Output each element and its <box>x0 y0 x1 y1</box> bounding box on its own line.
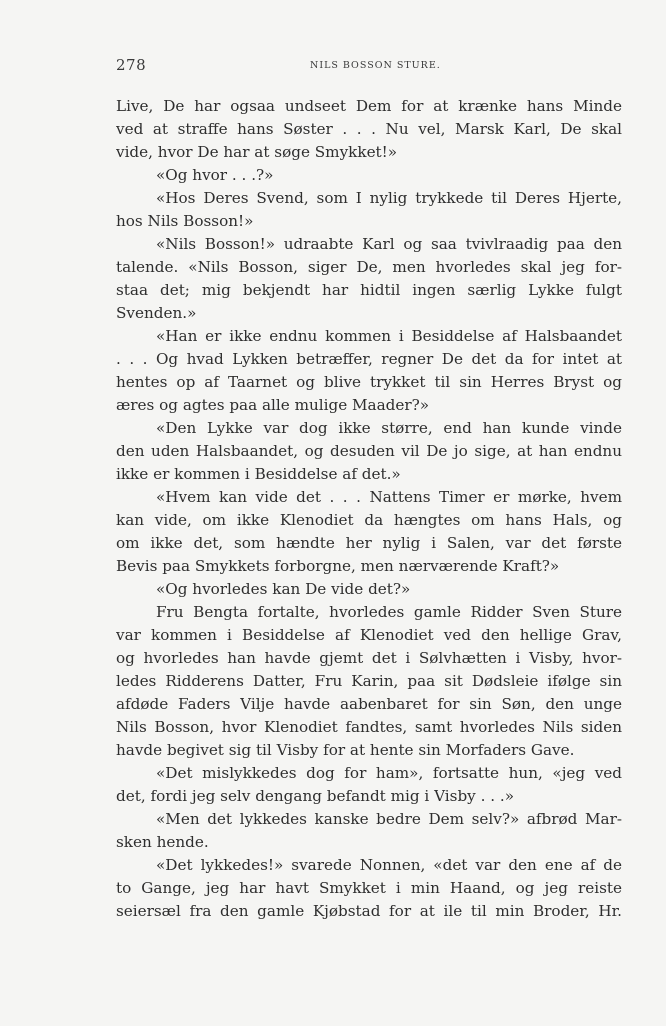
text-line: «Den Lykke var dog ikke større, end han kunde vinde <box>156 419 622 437</box>
text-line: Bevis paa Smykkets forborgne, men nærværende Kraft?» <box>116 557 560 575</box>
text-line: den uden Halsbaandet, og desuden vil De jo sige, at han endnu <box>116 442 622 460</box>
text-line: «Han er ikke endnu kommen i Besiddelse af Halsbaandet <box>156 327 622 345</box>
text-line: om ikke det, som hændte her nylig i Salen, var det første <box>116 534 622 552</box>
text-line: vide, hvor De har at søge Smykket!» <box>116 143 398 161</box>
text-line: havde begivet sig til Visby for at hente sin Morfaders Gave. <box>116 741 575 759</box>
text-line: seiersæl fra den gamle Kjøbstad for at ile til min Broder, Hr. <box>116 902 622 920</box>
text-line: . . . Og hvad Lykken betræffer, regner De det da for intet at <box>116 350 622 368</box>
text-line: «Hos Deres Svend, som I nylig trykkede til Deres Hjerte, <box>156 189 622 207</box>
text-line: «Og hvor . . .?» <box>156 166 274 184</box>
text-line: «Og hvorledes kan De vide det?» <box>156 580 411 598</box>
text-line: var kommen i Besiddelse af Klenodiet ved den hellige Grav, <box>116 626 622 644</box>
text-line: «Men det lykkedes kanske bedre Dem selv?» afbrød Mar- <box>156 810 622 828</box>
text-line: hos Nils Bosson!» <box>116 212 254 230</box>
text-line: staa det; mig bekjendt har hidtil ingen særlig Lykke fulgt <box>116 281 622 299</box>
text-line: «Hvem kan vide det . . . Nattens Timer er mørke, hvem <box>156 488 622 506</box>
page-header <box>116 56 622 80</box>
text-line: «Det mislykkedes dog for ham», fortsatte hun, «jeg ved <box>156 764 622 782</box>
text-line: ikke er kommen i Besiddelse af det.» <box>116 465 401 483</box>
text-line: «Det lykkedes!» svarede Nonnen, «det var den ene af de <box>156 856 622 874</box>
text-line: sken hende. <box>116 833 209 851</box>
text-line: to Gange, jeg har havt Smykket i min Haand, og jeg reiste <box>116 879 622 897</box>
page-number: 278 <box>116 56 147 74</box>
text-line: afdøde Faders Vilje havde aabenbaret for sin Søn, den unge <box>116 695 622 713</box>
text-line: æres og agtes paa alle mulige Maader?» <box>116 396 430 414</box>
text-line: Svenden.» <box>116 304 197 322</box>
text-line: Live, De har ogsaa undseet Dem for at krænke hans Minde <box>116 97 622 115</box>
text-line: det, fordi jeg selv dengang befandt mig i Visby . . .» <box>116 787 515 805</box>
text-line: ledes Ridderens Datter, Fru Karin, paa sit Dødsleie ifølge sin <box>116 672 622 690</box>
text-line: «Nils Bosson!» udraabte Karl og saa tvivlraadig paa den <box>156 235 622 253</box>
page-text-body <box>116 95 622 923</box>
text-line: ved at straffe hans Søster . . . Nu vel, Marsk Karl, De skal <box>116 120 622 138</box>
text-line: hentes op af Taarnet og blive trykket til sin Herres Bryst og <box>116 373 622 391</box>
text-line: talende. «Nils Bosson, siger De, men hvorledes skal jeg for- <box>116 258 622 276</box>
text-line: Fru Bengta fortalte, hvorledes gamle Ridder Sven Sture <box>156 603 622 621</box>
text-line: og hvorledes han havde gjemt det i Sølvhætten i Visby, hvor- <box>116 649 622 667</box>
running-title: NILS BOSSON STURE. <box>310 60 441 71</box>
text-line: Nils Bosson, hvor Klenodiet fandtes, samt hvorledes Nils siden <box>116 718 622 736</box>
text-line: kan vide, om ikke Klenodiet da hængtes om hans Hals, og <box>116 511 622 529</box>
